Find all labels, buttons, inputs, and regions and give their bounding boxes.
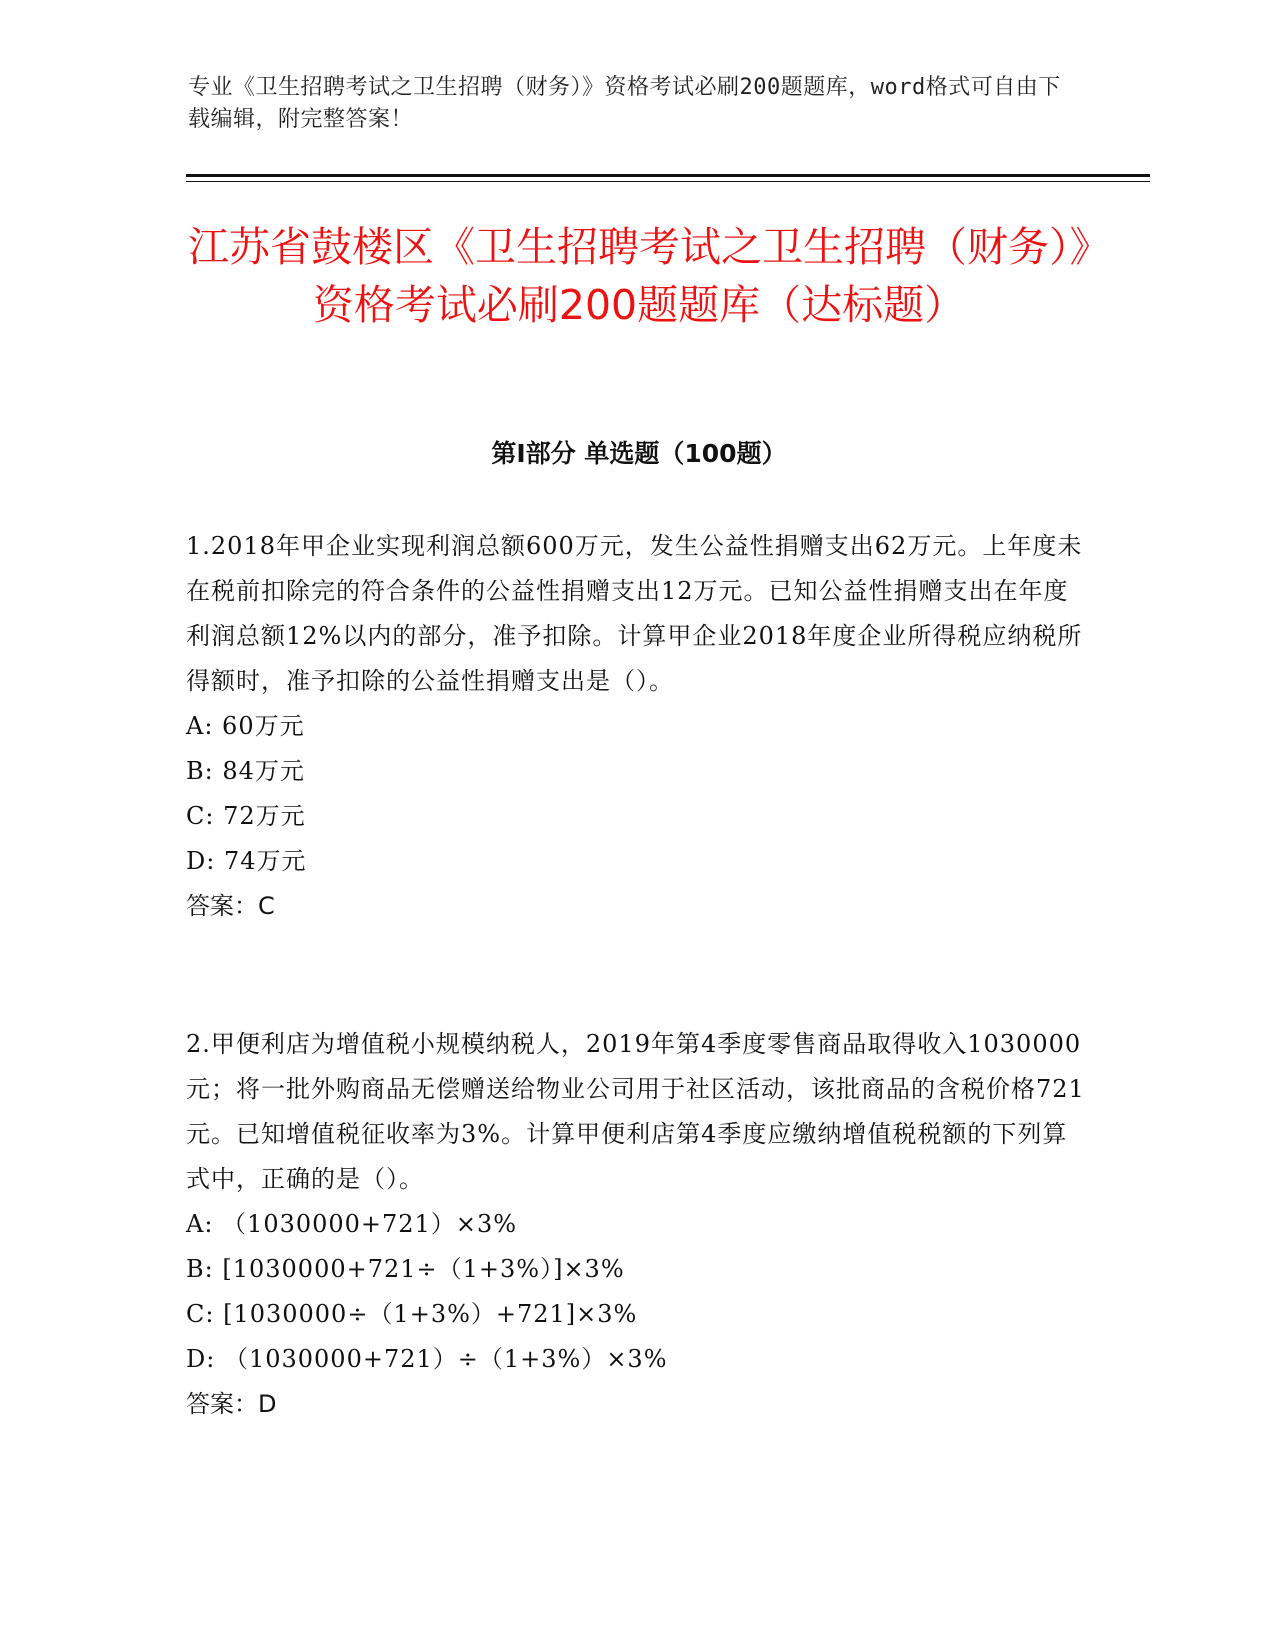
question-stem: 1.2018年甲企业实现利润总额600万元，发生公益性捐赠支出62万元。上年度未在税前扣除完的符合条件的公益性捐赠支出12万元。已知公益性捐赠支出在年度利润总额12%以内的部分，准予扣除。计算甲企业2018年度企业所得税应纳税所得额时，准予扣除的公益性捐赠支出是（）。: [186, 532, 1083, 695]
answer-line: 答案：D: [186, 1390, 277, 1418]
option-a: A: 60万元: [186, 712, 305, 740]
answer-line: 答案：C: [186, 892, 275, 920]
question-1: [186, 524, 1086, 929]
option-c: C: [1030000÷（1+3%）+721]×3%: [186, 1300, 638, 1328]
section-heading: 第I部分 单选题（100题）: [491, 439, 787, 468]
header-divider-thin: [186, 181, 1150, 182]
document-title: 江苏省鼓楼区《卫生招聘考试之卫生招聘（财务）》资格考试必刷200题题库（达标题）: [188, 223, 1090, 329]
header-divider-thick: [186, 174, 1150, 177]
option-d: D: （1030000+721）÷（1+3%）×3%: [186, 1345, 668, 1373]
question-2: [186, 1022, 1086, 1427]
option-d: D: 74万元: [186, 847, 307, 875]
option-b: B: 84万元: [186, 757, 305, 785]
header-note: 专业《卫生招聘考试之卫生招聘（财务）》资格考试必刷200题题库，word格式可自由下载编辑，附完整答案！: [188, 75, 1061, 132]
option-b: B: [1030000+721÷（1+3%）]×3%: [186, 1255, 625, 1283]
option-c: C: 72万元: [186, 802, 306, 830]
question-stem: 2.甲便利店为增值税小规模纳税人，2019年第4季度零售商品取得收入1030000元；将一批外购商品无偿赠送给物业公司用于社区活动，该批商品的含税价格721元。已知增值税征收率为3%。计算甲便利店第4季度应缴纳增值税税额的下列算式中，正确的是（）。: [186, 1030, 1085, 1193]
option-a: A: （1030000+721）×3%: [186, 1210, 518, 1238]
